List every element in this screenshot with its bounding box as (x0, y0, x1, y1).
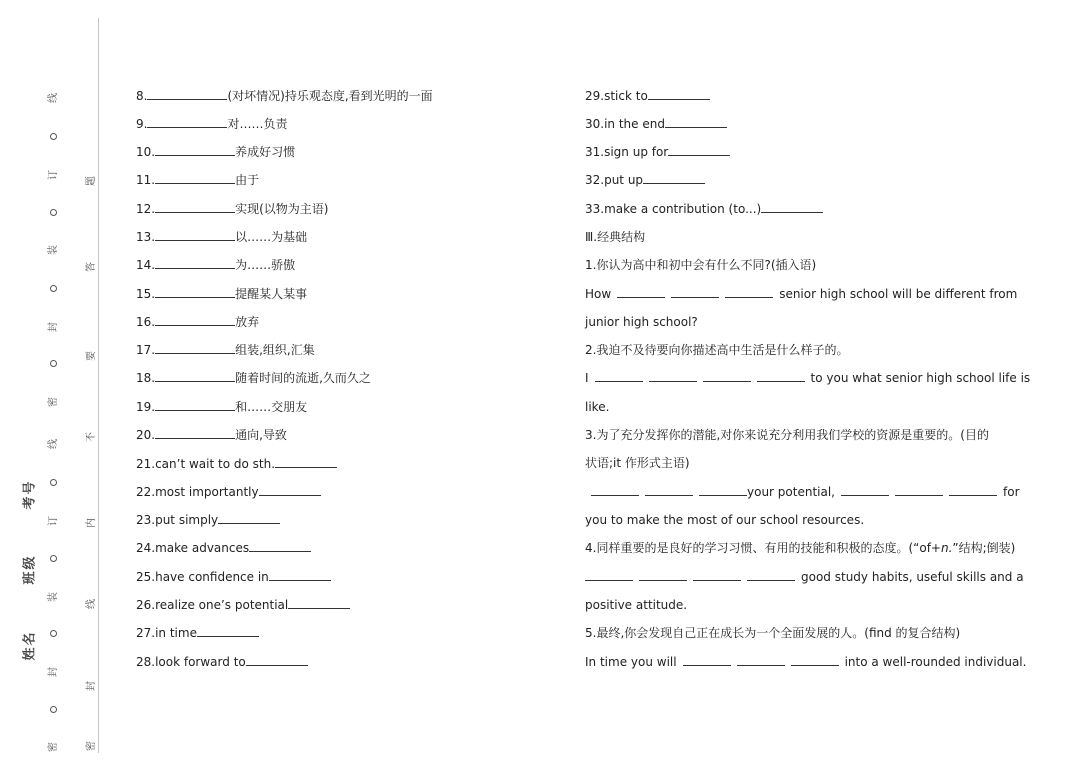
answer-blank[interactable] (617, 286, 665, 298)
vocab-item: 11. 由于 (136, 173, 260, 187)
vocab-item: 12. 实现(以物为主语) (136, 202, 329, 216)
section-title: Ⅲ.经典结构 (585, 230, 646, 244)
margin-glyph: 题 (86, 176, 97, 186)
vocab-item: 19. 和……交朋友 (136, 400, 308, 414)
question-prompt: 1.你认为高中和初中会有什么不同?(插入语) (585, 258, 817, 272)
phrase-item: 21.can’t wait to do sth. (136, 456, 337, 472)
margin-glyph: 装 (48, 245, 59, 255)
answer-blank[interactable] (218, 512, 280, 524)
vocab-item: 10. 养成好习惯 (136, 145, 296, 159)
phrase-item: 26.realize one’s potential (136, 597, 350, 613)
margin-circle (50, 479, 57, 486)
exam-number-label: 考号 (22, 479, 38, 510)
margin-glyph: 订 (48, 516, 59, 526)
margin-glyph: 封 (86, 681, 97, 691)
margin-glyph: 不 (86, 432, 97, 442)
binding-line (98, 18, 99, 753)
margin-circle (50, 209, 57, 216)
binding-margin (0, 0, 100, 763)
answer-blank[interactable] (665, 116, 727, 128)
question-prompt: 4.同样重要的是良好的学习习惯、有用的技能和积极的态度。(“of+n.”结构;倒装) (585, 541, 1016, 555)
answer-blank[interactable] (197, 625, 259, 637)
phrase-item: 32.put up (585, 172, 705, 188)
answer-blank[interactable] (147, 88, 227, 100)
answer-blank[interactable] (761, 201, 823, 213)
vocab-item: 18. 随着时间的流逝,久而久之 (136, 371, 371, 385)
margin-circle (50, 706, 57, 713)
margin-circle (50, 285, 57, 292)
answer-blank[interactable] (155, 144, 235, 156)
margin-glyph: 内 (86, 518, 97, 528)
question-answer-line: I to you what senior high school life is (585, 371, 1031, 385)
margin-glyph: 封 (48, 322, 59, 332)
answer-blank[interactable] (649, 370, 697, 382)
margin-glyph: 答 (86, 262, 97, 272)
answer-blank[interactable] (249, 540, 311, 552)
answer-blank[interactable] (757, 370, 805, 382)
answer-blank[interactable] (246, 654, 308, 666)
answer-blank[interactable] (747, 569, 795, 581)
answer-blank[interactable] (725, 286, 773, 298)
vocab-item: 13. 以……为基础 (136, 230, 308, 244)
answer-blank[interactable] (147, 116, 227, 128)
answer-blank[interactable] (683, 654, 731, 666)
class-label: 班级 (22, 554, 38, 585)
vocab-item: 8. (对坏情况)持乐观态度,看到光明的一面 (136, 89, 433, 103)
answer-blank[interactable] (259, 484, 321, 496)
question-continuation: junior high school? (585, 315, 698, 329)
phrase-item: 25.have confidence in (136, 569, 331, 585)
answer-blank[interactable] (155, 399, 235, 411)
answer-blank[interactable] (645, 484, 693, 496)
phrase-item: 24.make advances (136, 540, 311, 556)
question-prompt-cont: 状语;it 作形式主语) (585, 456, 690, 470)
name-label: 姓名 (22, 630, 38, 661)
answer-blank[interactable] (949, 484, 997, 496)
phrase-item: 23.put simply (136, 512, 280, 528)
vocab-item: 16. 放弃 (136, 315, 260, 329)
vocab-item: 17. 组装,组织,汇集 (136, 343, 315, 357)
phrase-item: 30.in the end (585, 116, 727, 132)
answer-blank[interactable] (288, 597, 350, 609)
phrase-item: 22.most importantly (136, 484, 321, 500)
phrase-item: 28.look forward to (136, 654, 308, 670)
question-continuation: you to make the most of our school resources. (585, 513, 865, 527)
answer-blank[interactable] (895, 484, 943, 496)
vocab-item: 9. 对……负责 (136, 117, 288, 131)
question-prompt: 3.为了充分发挥你的潜能,对你来说充分利用我们学校的资源是重要的。(目的 (585, 428, 989, 442)
question-continuation: positive attitude. (585, 598, 688, 612)
margin-glyph: 线 (48, 93, 59, 103)
answer-blank[interactable] (155, 172, 235, 184)
answer-blank[interactable] (269, 569, 331, 581)
answer-blank[interactable] (155, 342, 235, 354)
answer-blank[interactable] (668, 144, 730, 156)
answer-blank[interactable] (703, 370, 751, 382)
question-prompt: 5.最终,你会发现自己正在成长为一个全面发展的人。(find 的复合结构) (585, 626, 961, 640)
vocab-item: 14. 为……骄傲 (136, 258, 296, 272)
vocab-item: 15. 提醒某人某事 (136, 287, 308, 301)
answer-blank[interactable] (648, 88, 710, 100)
margin-glyph: 装 (48, 592, 59, 602)
margin-glyph: 密 (48, 397, 59, 407)
answer-blank[interactable] (643, 172, 705, 184)
question-answer-line: good study habits, useful skills and a (585, 569, 1024, 585)
answer-blank[interactable] (585, 569, 633, 581)
answer-blank[interactable] (595, 370, 643, 382)
answer-blank[interactable] (841, 484, 889, 496)
margin-circle (50, 133, 57, 140)
answer-blank[interactable] (693, 569, 741, 581)
margin-circle (50, 360, 57, 367)
question-continuation: like. (585, 400, 610, 414)
margin-glyph: 要 (86, 351, 97, 361)
margin-circle (50, 630, 57, 637)
answer-blank[interactable] (155, 370, 235, 382)
margin-glyph: 订 (48, 170, 59, 180)
phrase-item: 33.make a contribution (to...) (585, 201, 823, 217)
phrase-item: 29.stick to (585, 88, 710, 104)
answer-blank[interactable] (155, 286, 235, 298)
vocab-item: 20. 通向,导致 (136, 428, 287, 442)
answer-blank[interactable] (155, 427, 235, 439)
margin-glyph: 线 (48, 439, 59, 449)
answer-blank[interactable] (155, 201, 235, 213)
answer-blank[interactable] (591, 484, 639, 496)
margin-glyph: 密 (86, 741, 97, 751)
margin-glyph: 封 (48, 667, 59, 677)
answer-blank[interactable] (155, 229, 235, 241)
phrase-item: 31.sign up for (585, 144, 730, 160)
answer-blank[interactable] (275, 456, 337, 468)
question-answer-line: In time you will into a well-rounded individual. (585, 655, 1027, 669)
question-prompt: 2.我迫不及待要向你描述高中生活是什么样子的。 (585, 343, 849, 357)
phrase-item: 27.in time (136, 625, 259, 641)
margin-glyph: 密 (48, 742, 59, 752)
answer-blank[interactable] (699, 484, 747, 496)
answer-blank[interactable] (155, 257, 235, 269)
question-answer-line: How senior high school will be different from (585, 287, 1018, 301)
answer-blank[interactable] (639, 569, 687, 581)
question-answer-line: your potential, for (585, 484, 1020, 500)
answer-blank[interactable] (791, 654, 839, 666)
margin-glyph: 线 (86, 599, 97, 609)
answer-blank[interactable] (737, 654, 785, 666)
answer-blank[interactable] (155, 314, 235, 326)
answer-blank[interactable] (671, 286, 719, 298)
margin-circle (50, 555, 57, 562)
